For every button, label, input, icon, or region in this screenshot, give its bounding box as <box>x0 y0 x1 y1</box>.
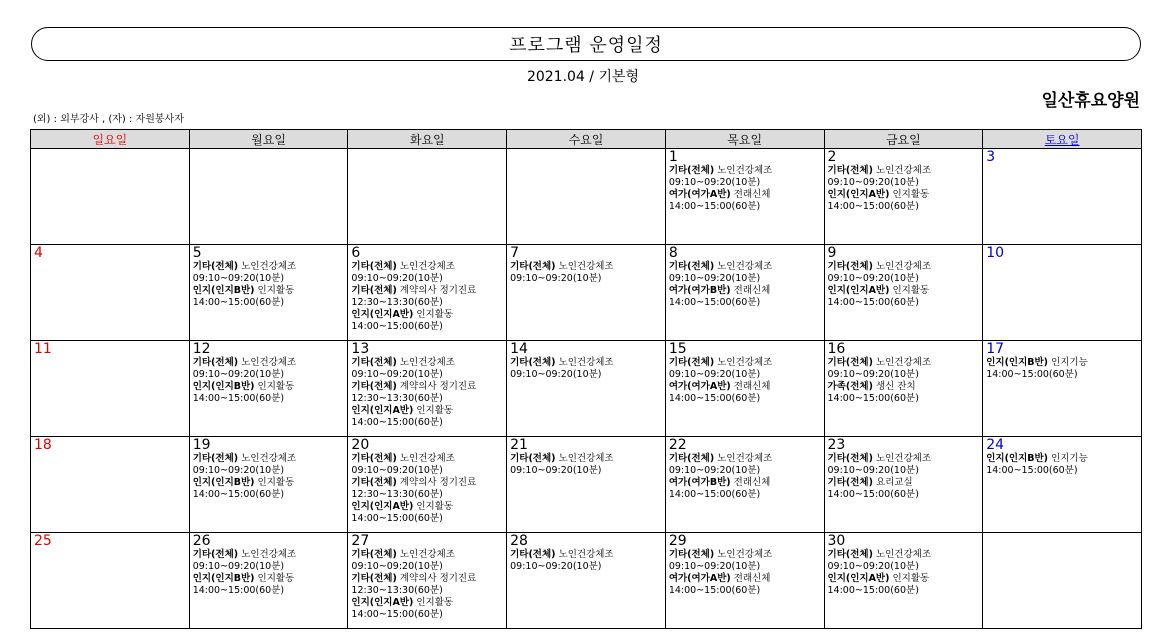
day-number: 9 <box>827 245 837 261</box>
event-time: 14:00~15:00(60분) <box>827 489 919 500</box>
event-time: 12:30~13:30(60분) <box>351 297 443 308</box>
legend: (외) : 외부강사 , (자) : 자원봉사자 <box>33 114 184 125</box>
calendar-day-cell <box>31 533 190 629</box>
day-number: 27 <box>351 533 370 549</box>
calendar-day-cell <box>189 149 348 245</box>
calendar-day-cell <box>189 341 348 437</box>
event-category: 기타(전체) <box>668 453 715 464</box>
day-number: 26 <box>192 533 211 549</box>
event-title-line <box>669 261 821 273</box>
day-number: 20 <box>351 437 370 453</box>
event-title-line <box>351 357 503 369</box>
event-category: 기타(전체) <box>351 285 397 296</box>
calendar-day-cell <box>665 149 824 245</box>
event-name: 인지활동 <box>416 597 454 608</box>
event-name: 노인건강체조 <box>717 261 773 272</box>
event-title-line <box>351 261 503 273</box>
day-number: 18 <box>34 437 52 453</box>
weekday-header-tue: 화요일 <box>348 130 507 149</box>
weekday-header-wed: 수요일 <box>507 130 666 149</box>
event-title-line <box>828 549 980 561</box>
event-category: 인지(인지A반) <box>827 285 890 296</box>
event-category: 기타(전체) <box>827 453 873 464</box>
event-name: 인지활동 <box>416 405 454 416</box>
event-name: 인지활동 <box>416 501 454 512</box>
event-time: 09:10~09:20(10분) <box>668 465 761 476</box>
event-name: 노인건강체조 <box>717 453 773 464</box>
event-category: 기타(전체) <box>668 165 715 176</box>
calendar-day-cell <box>507 437 666 533</box>
event-title-line <box>510 261 662 273</box>
event-time: 09:10~09:20(10분) <box>827 369 919 380</box>
event-title-line <box>510 453 662 465</box>
event-name: 전래신체 <box>733 285 771 296</box>
event-name: 노인건강체조 <box>558 261 614 272</box>
event-time: 09:10~09:20(10분) <box>827 177 919 188</box>
event-category: 인지(인지B반) <box>192 477 255 488</box>
event-name: 인지활동 <box>257 573 295 584</box>
event-time: 14:00~15:00(60분) <box>668 201 761 212</box>
event-title-line <box>669 573 821 585</box>
week-row <box>31 437 1142 533</box>
event-time: 14:00~15:00(60분) <box>668 489 761 500</box>
calendar-day-cell <box>983 437 1142 533</box>
page-title <box>31 27 1141 61</box>
event-name: 노인건강체조 <box>717 357 773 368</box>
event-category: 여가(여가A반) <box>668 381 731 392</box>
event-name: 계약의사 정기진료 <box>399 477 477 488</box>
event-category: 인지(인지B반) <box>192 285 255 296</box>
event-title-line <box>669 381 821 393</box>
event-name: 생신 잔치 <box>875 381 916 392</box>
event-name: 인지활동 <box>892 285 930 296</box>
calendar-day-cell <box>824 149 983 245</box>
event-category: 인지(인지A반) <box>351 405 414 416</box>
day-number: 24 <box>986 437 1005 453</box>
event-time: 14:00~15:00(60분) <box>351 417 443 428</box>
event-title-line <box>669 549 821 561</box>
event-time: 14:00~15:00(60분) <box>827 297 919 308</box>
calendar-day-cell <box>507 533 666 629</box>
event-title-line <box>669 453 821 465</box>
day-number: 4 <box>34 245 43 261</box>
day-number: 6 <box>351 245 361 261</box>
event-name: 노인건강체조 <box>399 261 455 272</box>
event-title-line <box>193 453 345 465</box>
day-number: 25 <box>34 533 52 549</box>
event-time: 09:10~09:20(10분) <box>510 561 602 572</box>
event-time: 09:10~09:20(10분) <box>827 273 919 284</box>
event-time: 09:10~09:20(10분) <box>192 465 285 476</box>
calendar-day-cell <box>824 437 983 533</box>
event-name: 노인건강체조 <box>875 453 932 464</box>
event-category: 기타(전체) <box>510 261 556 272</box>
calendar-day-cell <box>824 341 983 437</box>
weekday-header-row <box>31 130 1142 149</box>
event-category: 기타(전체) <box>510 549 556 560</box>
event-time: 14:00~15:00(60분) <box>986 465 1078 476</box>
event-title-line <box>351 453 503 465</box>
event-time: 14:00~15:00(60분) <box>668 297 761 308</box>
event-title-line <box>510 549 662 561</box>
calendar-day-cell <box>507 341 666 437</box>
event-time: 14:00~15:00(60분) <box>192 393 285 404</box>
calendar-day-cell <box>31 245 190 341</box>
event-name: 전래신체 <box>733 477 771 488</box>
calendar-day-cell <box>665 341 824 437</box>
event-time: 14:00~15:00(60분) <box>827 393 919 404</box>
event-category: 기타(전체) <box>192 453 239 464</box>
event-category: 기타(전체) <box>827 357 873 368</box>
event-title-line <box>669 165 821 177</box>
event-title-line <box>828 189 980 201</box>
event-category: 기타(전체) <box>510 453 556 464</box>
event-title-line <box>351 381 503 393</box>
event-category: 여가(여가A반) <box>668 189 731 200</box>
event-category: 인지(인지B반) <box>986 357 1049 368</box>
day-number: 10 <box>986 245 1005 261</box>
event-name: 노인건강체조 <box>875 261 932 272</box>
day-number: 11 <box>34 341 52 357</box>
event-category: 기타(전체) <box>351 453 397 464</box>
calendar-day-cell <box>983 149 1142 245</box>
event-title-line <box>351 501 503 513</box>
calendar-day-cell <box>824 245 983 341</box>
event-name: 노인건강체조 <box>399 357 455 368</box>
event-title-line <box>828 477 980 489</box>
event-category: 기타(전체) <box>827 477 873 488</box>
day-number: 16 <box>827 341 846 357</box>
event-time: 09:10~09:20(10분) <box>192 369 285 380</box>
event-time: 09:10~09:20(10분) <box>668 369 761 380</box>
calendar-day-cell <box>189 245 348 341</box>
weekday-header-mon: 월요일 <box>189 130 348 149</box>
event-name: 노인건강체조 <box>717 165 773 176</box>
event-name: 인지활동 <box>257 381 295 392</box>
calendar-day-cell <box>348 245 507 341</box>
event-name: 노인건강체조 <box>558 357 614 368</box>
event-title-line <box>986 453 1138 465</box>
day-number: 2 <box>827 149 837 165</box>
event-category: 인지(인지A반) <box>351 597 414 608</box>
event-time: 14:00~15:00(60분) <box>986 369 1078 380</box>
event-category: 기타(전체) <box>351 357 397 368</box>
calendar-day-cell <box>983 341 1142 437</box>
event-name: 노인건강체조 <box>241 357 297 368</box>
event-category: 기타(전체) <box>668 261 715 272</box>
event-category: 기타(전체) <box>668 357 715 368</box>
subtitle: 2021.04 / 기본형 <box>526 69 640 85</box>
day-number: 30 <box>827 533 846 549</box>
event-category: 여가(여가A반) <box>668 573 731 584</box>
event-name: 노인건강체조 <box>717 549 773 560</box>
event-category: 기타(전체) <box>351 261 397 272</box>
event-title-line <box>510 357 662 369</box>
day-number: 14 <box>510 341 528 357</box>
event-time: 12:30~13:30(60분) <box>351 393 443 404</box>
event-name: 노인건강체조 <box>399 453 455 464</box>
day-number: 1 <box>668 149 678 165</box>
event-title-line <box>669 285 821 297</box>
event-time: 14:00~15:00(60분) <box>668 585 761 596</box>
event-time: 14:00~15:00(60분) <box>827 585 919 596</box>
event-time: 09:10~09:20(10분) <box>192 273 285 284</box>
event-time: 09:10~09:20(10분) <box>510 465 602 476</box>
event-name: 인지활동 <box>257 477 295 488</box>
calendar-day-cell <box>507 245 666 341</box>
day-number: 29 <box>668 533 687 549</box>
event-time: 14:00~15:00(60분) <box>351 321 443 332</box>
day-number: 5 <box>192 245 202 261</box>
event-name: 노인건강체조 <box>241 453 297 464</box>
event-title-line <box>193 261 345 273</box>
calendar-day-cell <box>665 533 824 629</box>
event-title-line <box>351 309 503 321</box>
event-category: 인지(인지A반) <box>827 573 890 584</box>
event-time: 09:10~09:20(10분) <box>827 465 919 476</box>
event-title-line <box>669 477 821 489</box>
event-title-line <box>828 357 980 369</box>
event-time: 09:10~09:20(10분) <box>351 465 443 476</box>
calendar-day-cell <box>348 533 507 629</box>
event-title-line <box>669 357 821 369</box>
event-name: 노인건강체조 <box>558 549 614 560</box>
event-category: 기타(전체) <box>192 357 239 368</box>
event-title-line <box>828 381 980 393</box>
event-name: 노인건강체조 <box>558 453 614 464</box>
event-name: 계약의사 정기진료 <box>399 285 477 296</box>
calendar-day-cell <box>31 437 190 533</box>
event-title-line <box>351 477 503 489</box>
event-name: 노인건강체조 <box>241 261 297 272</box>
event-title-line <box>193 573 345 585</box>
event-category: 기타(전체) <box>668 549 715 560</box>
event-name: 인지기능 <box>1051 357 1088 368</box>
day-number: 7 <box>510 245 520 261</box>
event-name: 계약의사 정기진료 <box>399 573 477 584</box>
calendar-day-cell <box>983 245 1142 341</box>
event-title-line <box>193 549 345 561</box>
calendar-day-cell <box>31 149 190 245</box>
event-time: 12:30~13:30(60분) <box>351 489 443 500</box>
event-title-line <box>193 477 345 489</box>
event-time: 09:10~09:20(10분) <box>192 561 285 572</box>
event-title-line <box>351 549 503 561</box>
event-category: 기타(전체) <box>192 261 239 272</box>
weekday-header-sun: 일요일 <box>31 130 190 149</box>
event-category: 인지(인지A반) <box>351 501 414 512</box>
day-number: 12 <box>192 341 211 357</box>
event-category: 기타(전체) <box>827 549 873 560</box>
event-time: 09:10~09:20(10분) <box>510 369 602 380</box>
event-category: 기타(전체) <box>510 357 556 368</box>
event-time: 09:10~09:20(10분) <box>668 177 761 188</box>
calendar-day-cell <box>348 341 507 437</box>
event-name: 전래신체 <box>733 381 771 392</box>
event-time: 09:10~09:20(10분) <box>668 273 761 284</box>
calendar-day-cell <box>348 149 507 245</box>
event-name: 노인건강체조 <box>241 549 297 560</box>
event-category: 인지(인지A반) <box>351 309 414 320</box>
day-number: 17 <box>986 341 1005 357</box>
event-category: 인지(인지B반) <box>192 381 255 392</box>
day-number: 19 <box>192 437 211 453</box>
event-title-line <box>828 261 980 273</box>
event-title-line <box>828 453 980 465</box>
event-name: 노인건강체조 <box>875 165 932 176</box>
event-name: 인지활동 <box>892 573 930 584</box>
event-title-line <box>828 573 980 585</box>
event-title-line <box>351 573 503 585</box>
day-number: 13 <box>351 341 370 357</box>
week-row <box>31 341 1142 437</box>
event-time: 14:00~15:00(60분) <box>192 489 285 500</box>
event-category: 인지(인지A반) <box>827 189 890 200</box>
event-title-line <box>986 357 1138 369</box>
weekday-header-thu: 목요일 <box>665 130 824 149</box>
day-number: 15 <box>668 341 687 357</box>
calendar-table <box>30 129 1142 629</box>
event-title-line <box>828 285 980 297</box>
calendar-day-cell <box>665 437 824 533</box>
week-row <box>31 245 1142 341</box>
event-title-line <box>669 189 821 201</box>
event-category: 인지(인지B반) <box>986 453 1049 464</box>
event-time: 14:00~15:00(60분) <box>351 513 443 524</box>
day-number: 3 <box>986 149 996 165</box>
event-time: 14:00~15:00(60분) <box>192 297 285 308</box>
day-number: 23 <box>827 437 846 453</box>
event-category: 기타(전체) <box>827 261 873 272</box>
week-row <box>31 533 1142 629</box>
day-number: 28 <box>510 533 528 549</box>
calendar-day-cell <box>189 533 348 629</box>
event-name: 노인건강체조 <box>875 549 932 560</box>
event-time: 09:10~09:20(10분) <box>351 369 443 380</box>
day-number: 8 <box>668 245 678 261</box>
event-name: 노인건강체조 <box>399 549 455 560</box>
event-name: 전래신체 <box>733 189 771 200</box>
event-time: 09:10~09:20(10분) <box>668 561 761 572</box>
event-category: 기타(전체) <box>351 573 397 584</box>
event-time: 14:00~15:00(60분) <box>351 609 443 620</box>
event-time: 14:00~15:00(60분) <box>668 393 761 404</box>
weekday-header-sat: 토요일 <box>983 130 1142 149</box>
event-time: 14:00~15:00(60분) <box>192 585 285 596</box>
event-name: 노인건강체조 <box>875 357 932 368</box>
event-name: 인지활동 <box>257 285 295 296</box>
event-title-line <box>351 405 503 417</box>
calendar-day-cell <box>824 533 983 629</box>
event-category: 가족(전체) <box>827 381 873 392</box>
event-title-line <box>193 285 345 297</box>
event-category: 기타(전체) <box>827 165 873 176</box>
calendar-day-cell <box>348 437 507 533</box>
event-name: 인지기능 <box>1051 453 1088 464</box>
event-time: 09:10~09:20(10분) <box>827 561 919 572</box>
event-time: 09:10~09:20(10분) <box>351 561 443 572</box>
calendar-day-cell <box>665 245 824 341</box>
event-time: 09:10~09:20(10분) <box>351 273 443 284</box>
calendar-day-cell <box>189 437 348 533</box>
event-name: 인지활동 <box>892 189 930 200</box>
event-category: 인지(인지B반) <box>192 573 255 584</box>
page-title-text: 프로그램 운영일정 <box>509 35 663 56</box>
event-time: 12:30~13:30(60분) <box>351 585 443 596</box>
weekday-header-fri: 금요일 <box>824 130 983 149</box>
event-name: 계약의사 정기진료 <box>399 381 477 392</box>
event-title-line <box>351 597 503 609</box>
calendar-day-cell <box>31 341 190 437</box>
event-category: 기타(전체) <box>351 549 397 560</box>
event-name: 인지활동 <box>416 309 454 320</box>
week-row <box>31 149 1142 245</box>
event-category: 기타(전체) <box>351 477 397 488</box>
organization-name: 일산휴요양원 <box>1041 91 1140 111</box>
event-name: 요리교실 <box>875 477 913 488</box>
day-number: 22 <box>668 437 687 453</box>
calendar-day-cell <box>507 149 666 245</box>
event-category: 기타(전체) <box>351 381 397 392</box>
event-time: 14:00~15:00(60분) <box>827 201 919 212</box>
event-title-line <box>193 381 345 393</box>
event-title-line <box>193 357 345 369</box>
event-category: 여가(여가B반) <box>668 285 731 296</box>
event-category: 기타(전체) <box>192 549 239 560</box>
day-number: 21 <box>510 437 528 453</box>
calendar-day-cell <box>983 533 1142 629</box>
event-name: 전래신체 <box>733 573 771 584</box>
event-title-line <box>828 165 980 177</box>
event-title-line <box>351 285 503 297</box>
event-time: 09:10~09:20(10분) <box>510 273 602 284</box>
event-category: 여가(여가B반) <box>668 477 731 488</box>
